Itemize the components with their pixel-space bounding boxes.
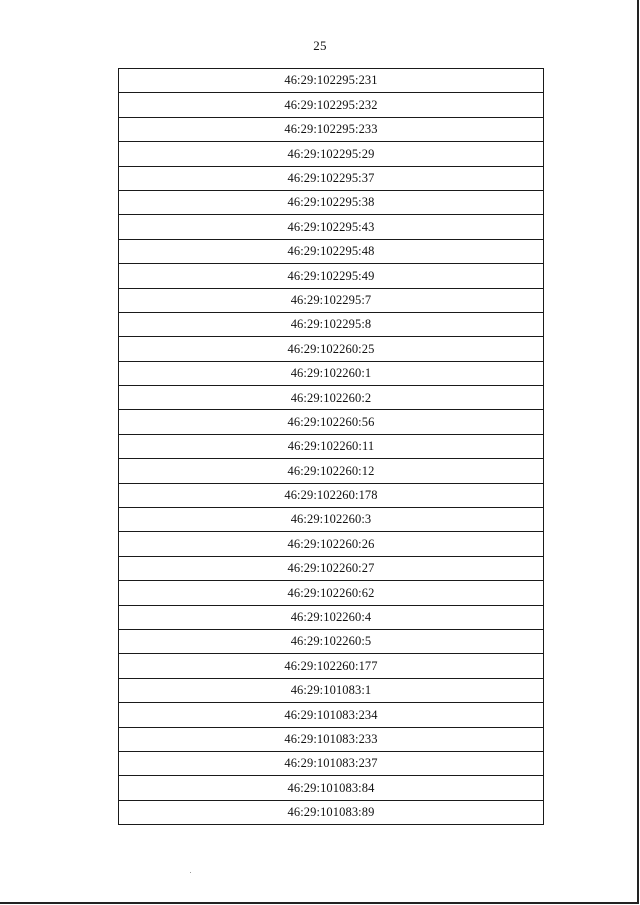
table-row [119, 629, 544, 653]
table-row [119, 337, 544, 361]
table-row [119, 751, 544, 775]
scan-artifact [190, 872, 191, 873]
cadastral-number-cell: 46:29:102295:7 [119, 288, 544, 312]
cadastral-number-cell: 46:29:102260:12 [119, 459, 544, 483]
table-row [119, 142, 544, 166]
cadastral-number-cell: 46:29:102295:29 [119, 142, 544, 166]
table-row [119, 508, 544, 532]
table-row [119, 117, 544, 141]
cadastral-number-cell: 46:29:102260:5 [119, 629, 544, 653]
cadastral-number-cell: 46:29:102295:232 [119, 93, 544, 117]
table-row [119, 800, 544, 824]
table-row [119, 581, 544, 605]
table-body [119, 69, 544, 825]
table-row [119, 678, 544, 702]
cadastral-number-cell: 46:29:102295:38 [119, 190, 544, 214]
table-row [119, 215, 544, 239]
cadastral-number-cell: 46:29:102295:48 [119, 239, 544, 263]
table-row [119, 93, 544, 117]
cadastral-number-cell: 46:29:102260:3 [119, 508, 544, 532]
cadastral-number-cell: 46:29:101083:237 [119, 751, 544, 775]
cadastral-number-cell: 46:29:102295:49 [119, 264, 544, 288]
cadastral-number-cell: 46:29:101083:233 [119, 727, 544, 751]
table-row [119, 239, 544, 263]
table-row [119, 190, 544, 214]
table-row [119, 483, 544, 507]
table-row [119, 532, 544, 556]
table-row [119, 776, 544, 800]
table-row [119, 654, 544, 678]
table-row [119, 459, 544, 483]
cadastral-number-cell: 46:29:102295:231 [119, 69, 544, 93]
table-row [119, 703, 544, 727]
table-row [119, 264, 544, 288]
table-row [119, 69, 544, 93]
cadastral-number-cell: 46:29:101083:234 [119, 703, 544, 727]
page-number: 25 [313, 38, 327, 53]
table-row [119, 434, 544, 458]
table-row [119, 605, 544, 629]
cadastral-number-cell: 46:29:102260:27 [119, 556, 544, 580]
cadastral-number-cell: 46:29:102260:62 [119, 581, 544, 605]
cadastral-number-cell: 46:29:102260:2 [119, 386, 544, 410]
cadastral-number-cell: 46:29:102260:11 [119, 434, 544, 458]
table-row [119, 386, 544, 410]
table-row [119, 312, 544, 336]
table-row [119, 361, 544, 385]
cadastral-number-cell: 46:29:102295:233 [119, 117, 544, 141]
cadastral-number-cell: 46:29:102260:26 [119, 532, 544, 556]
cadastral-number-cell: 46:29:102295:37 [119, 166, 544, 190]
table-row [119, 288, 544, 312]
table-row [119, 556, 544, 580]
cadastral-number-table [118, 68, 544, 825]
cadastral-number-cell: 46:29:102260:178 [119, 483, 544, 507]
table-row [119, 410, 544, 434]
cadastral-number-cell: 46:29:101083:1 [119, 678, 544, 702]
table-row [119, 727, 544, 751]
cadastral-number-cell: 46:29:102260:25 [119, 337, 544, 361]
cadastral-number-cell: 46:29:102295:8 [119, 312, 544, 336]
cadastral-number-cell: 46:29:101083:89 [119, 800, 544, 824]
cadastral-number-cell: 46:29:102260:177 [119, 654, 544, 678]
cadastral-number-cell: 46:29:102260:56 [119, 410, 544, 434]
cadastral-number-cell: 46:29:102260:1 [119, 361, 544, 385]
cadastral-number-cell: 46:29:102260:4 [119, 605, 544, 629]
table-row [119, 166, 544, 190]
cadastral-number-cell: 46:29:101083:84 [119, 776, 544, 800]
cadastral-number-cell: 46:29:102295:43 [119, 215, 544, 239]
